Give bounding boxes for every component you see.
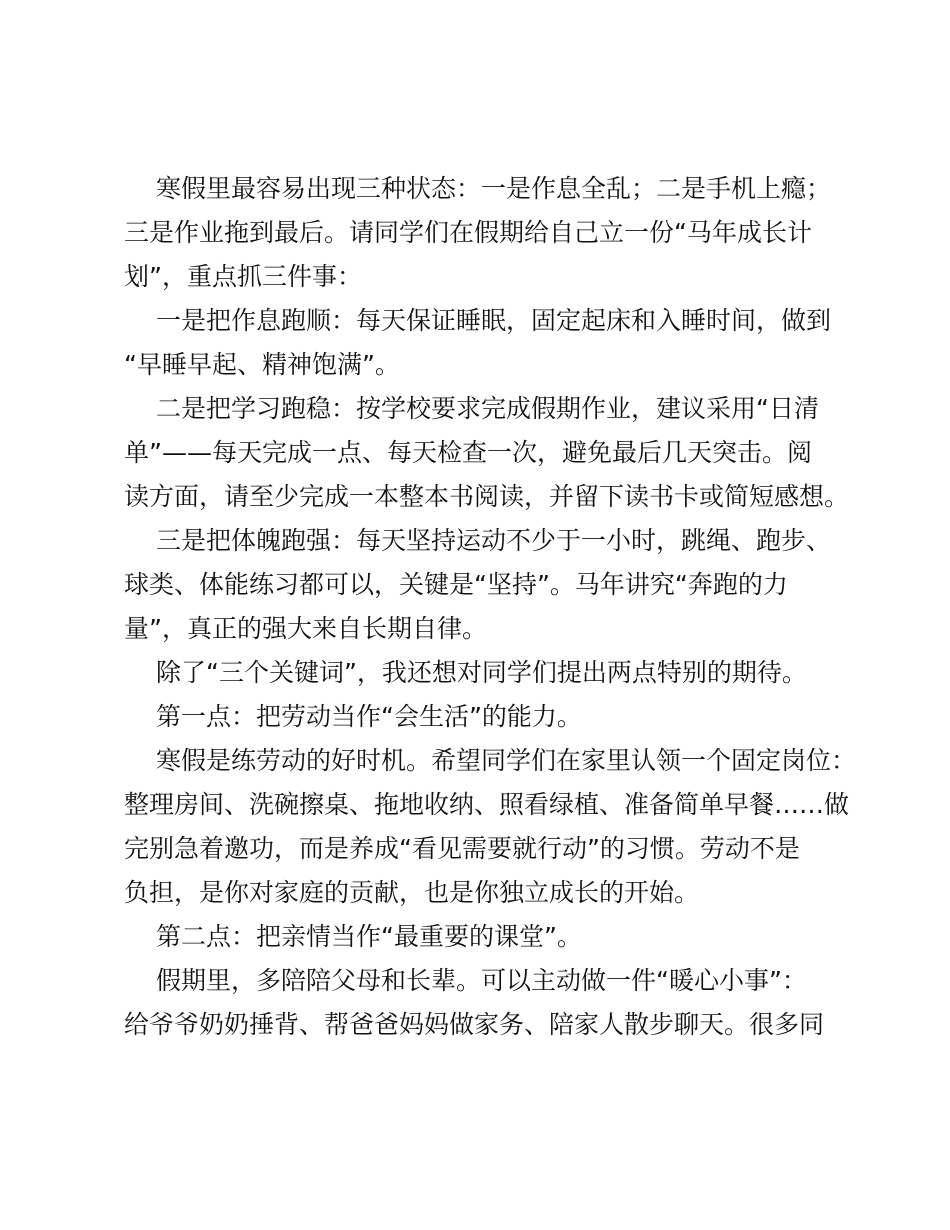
text-line: 假期里，多陪陪父母和长辈。可以主动做一件“暖心小事”：	[156, 966, 807, 995]
text-line: 球类、体能练习都可以，关键是“坚持”。马年讲究“奔跑的力	[124, 570, 788, 599]
text-line: 三是作业拖到最后。请同学们在假期给自己立一份“马年成长计	[124, 218, 812, 247]
text-line: 第一点：把劳动当作“会生活”的能力。	[156, 702, 582, 731]
text-line: 划”，重点抓三件事：	[124, 262, 362, 291]
text-line: 寒假是练劳动的好时机。希望同学们在家里认领一个固定岗位：	[156, 746, 857, 775]
text-line: 整理房间、洗碗擦桌、拖地收纳、照看绿植、准备简单早餐……做	[124, 790, 850, 819]
text-line: 给爷爷奶奶捶背、帮爸爸妈妈做家务、陪家人散步聊天。很多同	[124, 1010, 825, 1039]
text-line: 第二点：把亲情当作“最重要的课堂”。	[156, 922, 582, 951]
text-line: 单”——每天完成一点、每天检查一次，避免最后几天突击。阅	[124, 438, 812, 467]
text-line: 寒假里最容易出现三种状态：一是作息全乱；二是手机上瘾；	[156, 174, 832, 203]
text-line: 二是把学习跑稳：按学校要求完成假期作业，建议采用“日清	[156, 394, 819, 423]
text-line: 一是把作息跑顺：每天保证睡眠，固定起床和入睡时间，做到	[156, 306, 832, 335]
text-line: “早睡早起、精神饱满”。	[124, 350, 400, 379]
text-line: 量”，真正的强大来自长期自律。	[124, 614, 487, 643]
text-line: 除了“三个关键词”，我还想对同学们提出两点特别的期待。	[156, 658, 807, 687]
text-line: 完别急着邀功，而是养成“看见需要就行动”的习惯。劳动不是	[124, 834, 800, 863]
document-body	[124, 167, 857, 1047]
text-line: 读方面，请至少完成一本整本书阅读，并留下读书卡或简短感想。	[124, 482, 850, 511]
text-line: 负担，是你对家庭的贡献，也是你独立成长的开始。	[124, 878, 700, 907]
text-line: 三是把体魄跑强：每天坚持运动不少于一小时，跳绳、跑步、	[156, 526, 832, 555]
